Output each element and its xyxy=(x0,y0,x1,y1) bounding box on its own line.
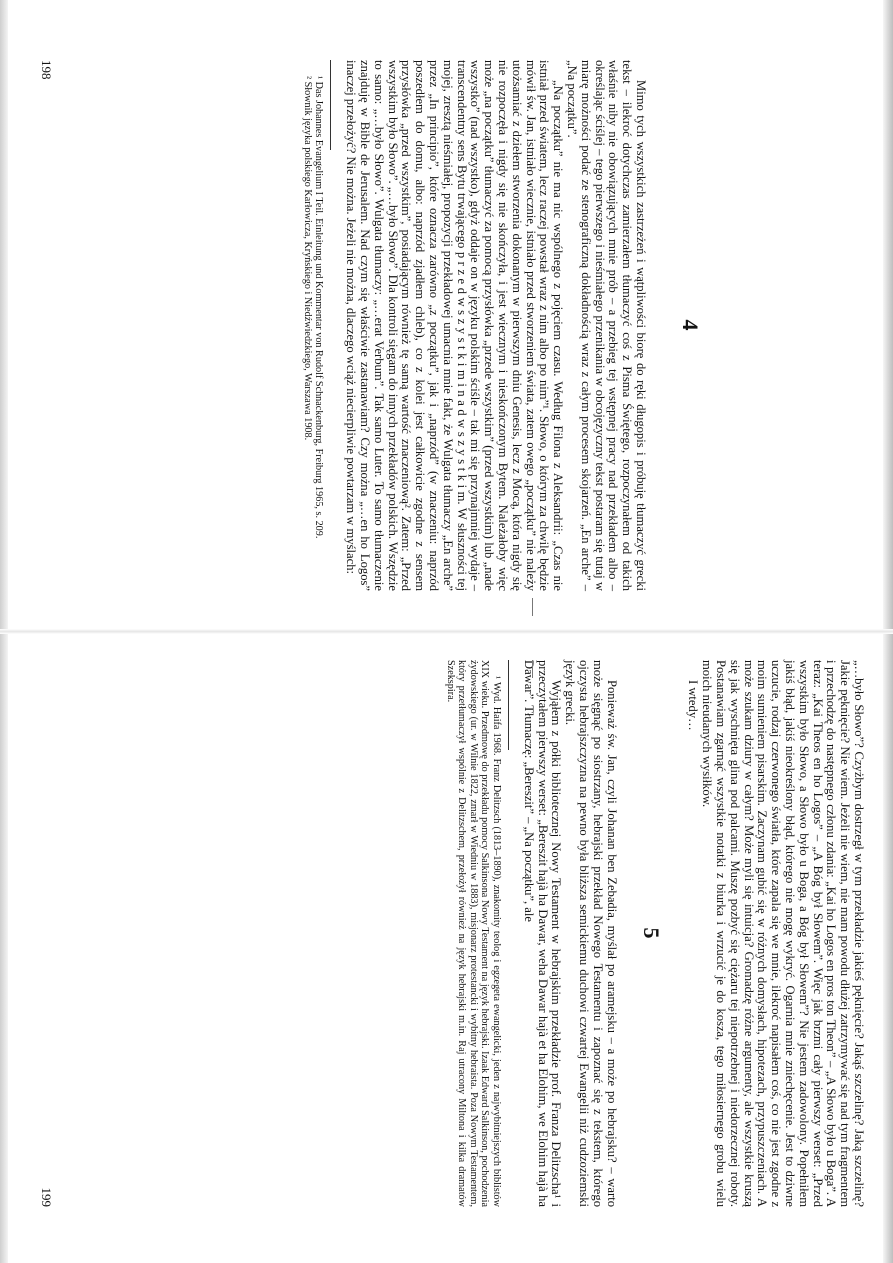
footnote: ² Słownik języka polskiego Karłowicza, Kryńskiego i Niedźwiedzkiego, Warszawa 1908. xyxy=(301,76,313,441)
footnote: ¹ Das Johannes Evangelium I Teil. Einleitung und Kommentar von Rudolf Schnackenburg, Freiburg 1965, s. 209. xyxy=(313,76,325,539)
page-number: 199 xyxy=(39,1187,54,1207)
body-text xyxy=(521,660,618,1207)
body-text xyxy=(686,660,865,1207)
scan-mark xyxy=(532,598,533,616)
scan-mark xyxy=(532,660,533,678)
paragraph: Mimo tych wszystkich zastrzeżeń i wątpliwości biorę do ręki długopis i próbuję tłumaczyć grecki tekst – ilekroć dotychczas zamierzałem tłumaczyć coś z Pisma Świętego, rozpoczynałem od takich właśnie niby nie obowiązujących mnie prób – a przebieg tej wstępnej pracy nad przekładem albo – określając ściślej – tego pierwszego i nieśmiałego przenikania w obcojęzyczny tekst postaram się tutaj w miarę możności podać ze stenograficzną dokładnością wraz z całym procesem skojarzeń. „En arche” – „Na początku”. xyxy=(565,60,648,591)
paragraph: „…było Słowo”? Czyżbym dostrzegł w tym przekładzie jakieś pęknięcie? Jakąś szczelinę? Jaką szczelinę? Jakie pęknięcie? Nie wiem. Jeżeli nie wiem, nie mam powodu dłużej zatrzymywać się nad tym fragmentem i przechodzę do następnego członu zdania: „Kai ho Logos en pros ton Theon” – „A Słowo było u Boga”. A teraz: „Kai Theos en ho Logos” – „A Bóg był Słowem”. Więc jak brzmi cały pierwszy werset: „Przed wszystkim było Słowo, a Słowo było u Boga, a Bóg był Słowem”? Nie jestem zadowolony. Popełniłem jakiś błąd, jakiś nieokreślony błąd, którego nie mogę wykryć. Ogarnia mnie zniechęcenie. Jest to dziwne uczucie, rodzaj czerwonego światła, które zapala się we mnie, ilekroć napisałem coś, co nie jest zgodne z moim sumieniem pisarskim. Zaczynam gubić się w różnych domysłach, hipotezach, przypuszczeniach. A może szukam dziury w całym? Może myli się intuicja? Gromadzę różne argumenty, ale wszystkie kruszą się jak wyschnięta glina pod palcami. Muszę pozbyć się ciężaru tej niepotrzebnej i niedorzecznej roboty. Postanawiam zgarnąć wszystkie notatki z biurka i wrzucić je do kosza, tego miłosiernego grobu wielu moich nieudanych wysiłków. xyxy=(700,660,866,1207)
paragraph: „Na początku” nie ma nic wspólnego z pojęciem czasu. Według Filona z Aleksandrii: „Czas nie istniał przed światem, lecz raczej powstał wraz z nim albo po nim”¹. Słowo, o którym za chwilę będzie mówił św. Jan, istniało wiecznie, istniało przed stworzeniem świata, zatem owego „początku” nie należy utożsamiać z dziełem stworzenia dokonanym w pierwszym dniu Genesis, lecz z Mocą, która nigdy się nie rozpoczęła i nigdy się nie skończyła, i jest wiecznym i nieskończonym Bytem. Należałoby więc może „na początku” tłumaczyć za pomocą przysłówka „przede wszystkim” (przed wszystkim) lub „nade wszystko” (nad wszystko), gdyż oddaje on w języku polskim ściśle – tak mi się przynajmniej wydaje – transcendentny sens Bytu trwającego p r z e d w s z y s t k i m i n a d w s z y s t k i m. W słuszności tej mojej, zresztą nieśmiałej, propozycji przekładowej umacnia mnie fakt, że Wulgata tłumaczy „En arche” przez „In principio”, które oznacza zarówno „z początku”, jak i „naprzód” (w znaczeniu: naprzód poszedłem do domu, albo: naprzód zjadłem chleb), co z kolei jest całkowicie zgodne z sensem przysłówka „przed wszystkim”, posiadającym również tę samą wartość znaczeniową². Zatem: „Przed wszystkim było Słowo”. „…było Słowo”. Dla kontroli sięgam do innych przekładów polskich. Wszędzie to samo: „…było Słowo”. Wulgata tłumaczy: „…erat Verbum”. Tak samo Luter. To samo tłumaczenie znajduję w Bible de Jerusalem. Nad czym się właściwie zastanawiam? Czy można „…en ho Logos” inaczej przełożyć? Nie można. Jeżeli nie można, dlaczego wciąż niecierpliwie powtarzam w myślach: xyxy=(344,60,566,591)
left-page xyxy=(0,0,893,631)
footnote-rule xyxy=(508,660,509,750)
body-text xyxy=(343,60,647,591)
right-page xyxy=(0,632,893,1263)
footnote-rule xyxy=(330,60,331,150)
paragraph: I wtedy… xyxy=(686,680,701,731)
paragraph: Wyjąłem z półki bibliotecznej Nowy Testament w hebrajskim przekładzie prof. Franza Delitzscha¹ i przeczytałem pierwszy werset: „Bereszit hajà ha Dawar, weha Dawar hajà et ha Elohim, we Elohim hajà ha Dawar”. Tłumaczę: „Bereszit” – „Na początku”, ale xyxy=(521,660,564,1207)
chapter-number: 5 xyxy=(638,927,664,940)
page-number: 198 xyxy=(39,60,54,80)
footnote: ¹ Wyd. Haifa 1968. Franz Delitzsch (1813–1890), znakomity teolog i egzegeta ewangelicki, jeden z najwybitniejszych biblistów XIX wieku. Przedmowę do przekładu pomocy Salkinsona Nowy Testament na język hebrajski. Izaak Edward Salkinson, pochodzenia żydowskiego (ur. w Wilnie 1822, zmarł w Wiedniu w 1883), misjonarz protestancki i wybitny hebraista. Poza Nowym Testamentem, który przetłumaczył wspólnie z Delitzschem, przełożył również na język hebrajski m.in. Raj utracony Miltona i kilka dramatów Szekspira. xyxy=(444,660,503,1207)
paragraph: Ponieważ św. Jan, czyli Johanan ben Zebadia, myślał po aramejsku – a może po hebrajsku? – warto może sięgnąć po siostrzany, hebrajski przekład Nowego Testamentu i zapoznać się z tekstem, którego ojczysta hebrajszczyzna na pewno była bliższa semickiemu duchowi czwartej Ewangelii niż cudzoziemski język grecki. xyxy=(563,660,619,1207)
chapter-number: 4 xyxy=(678,319,703,332)
